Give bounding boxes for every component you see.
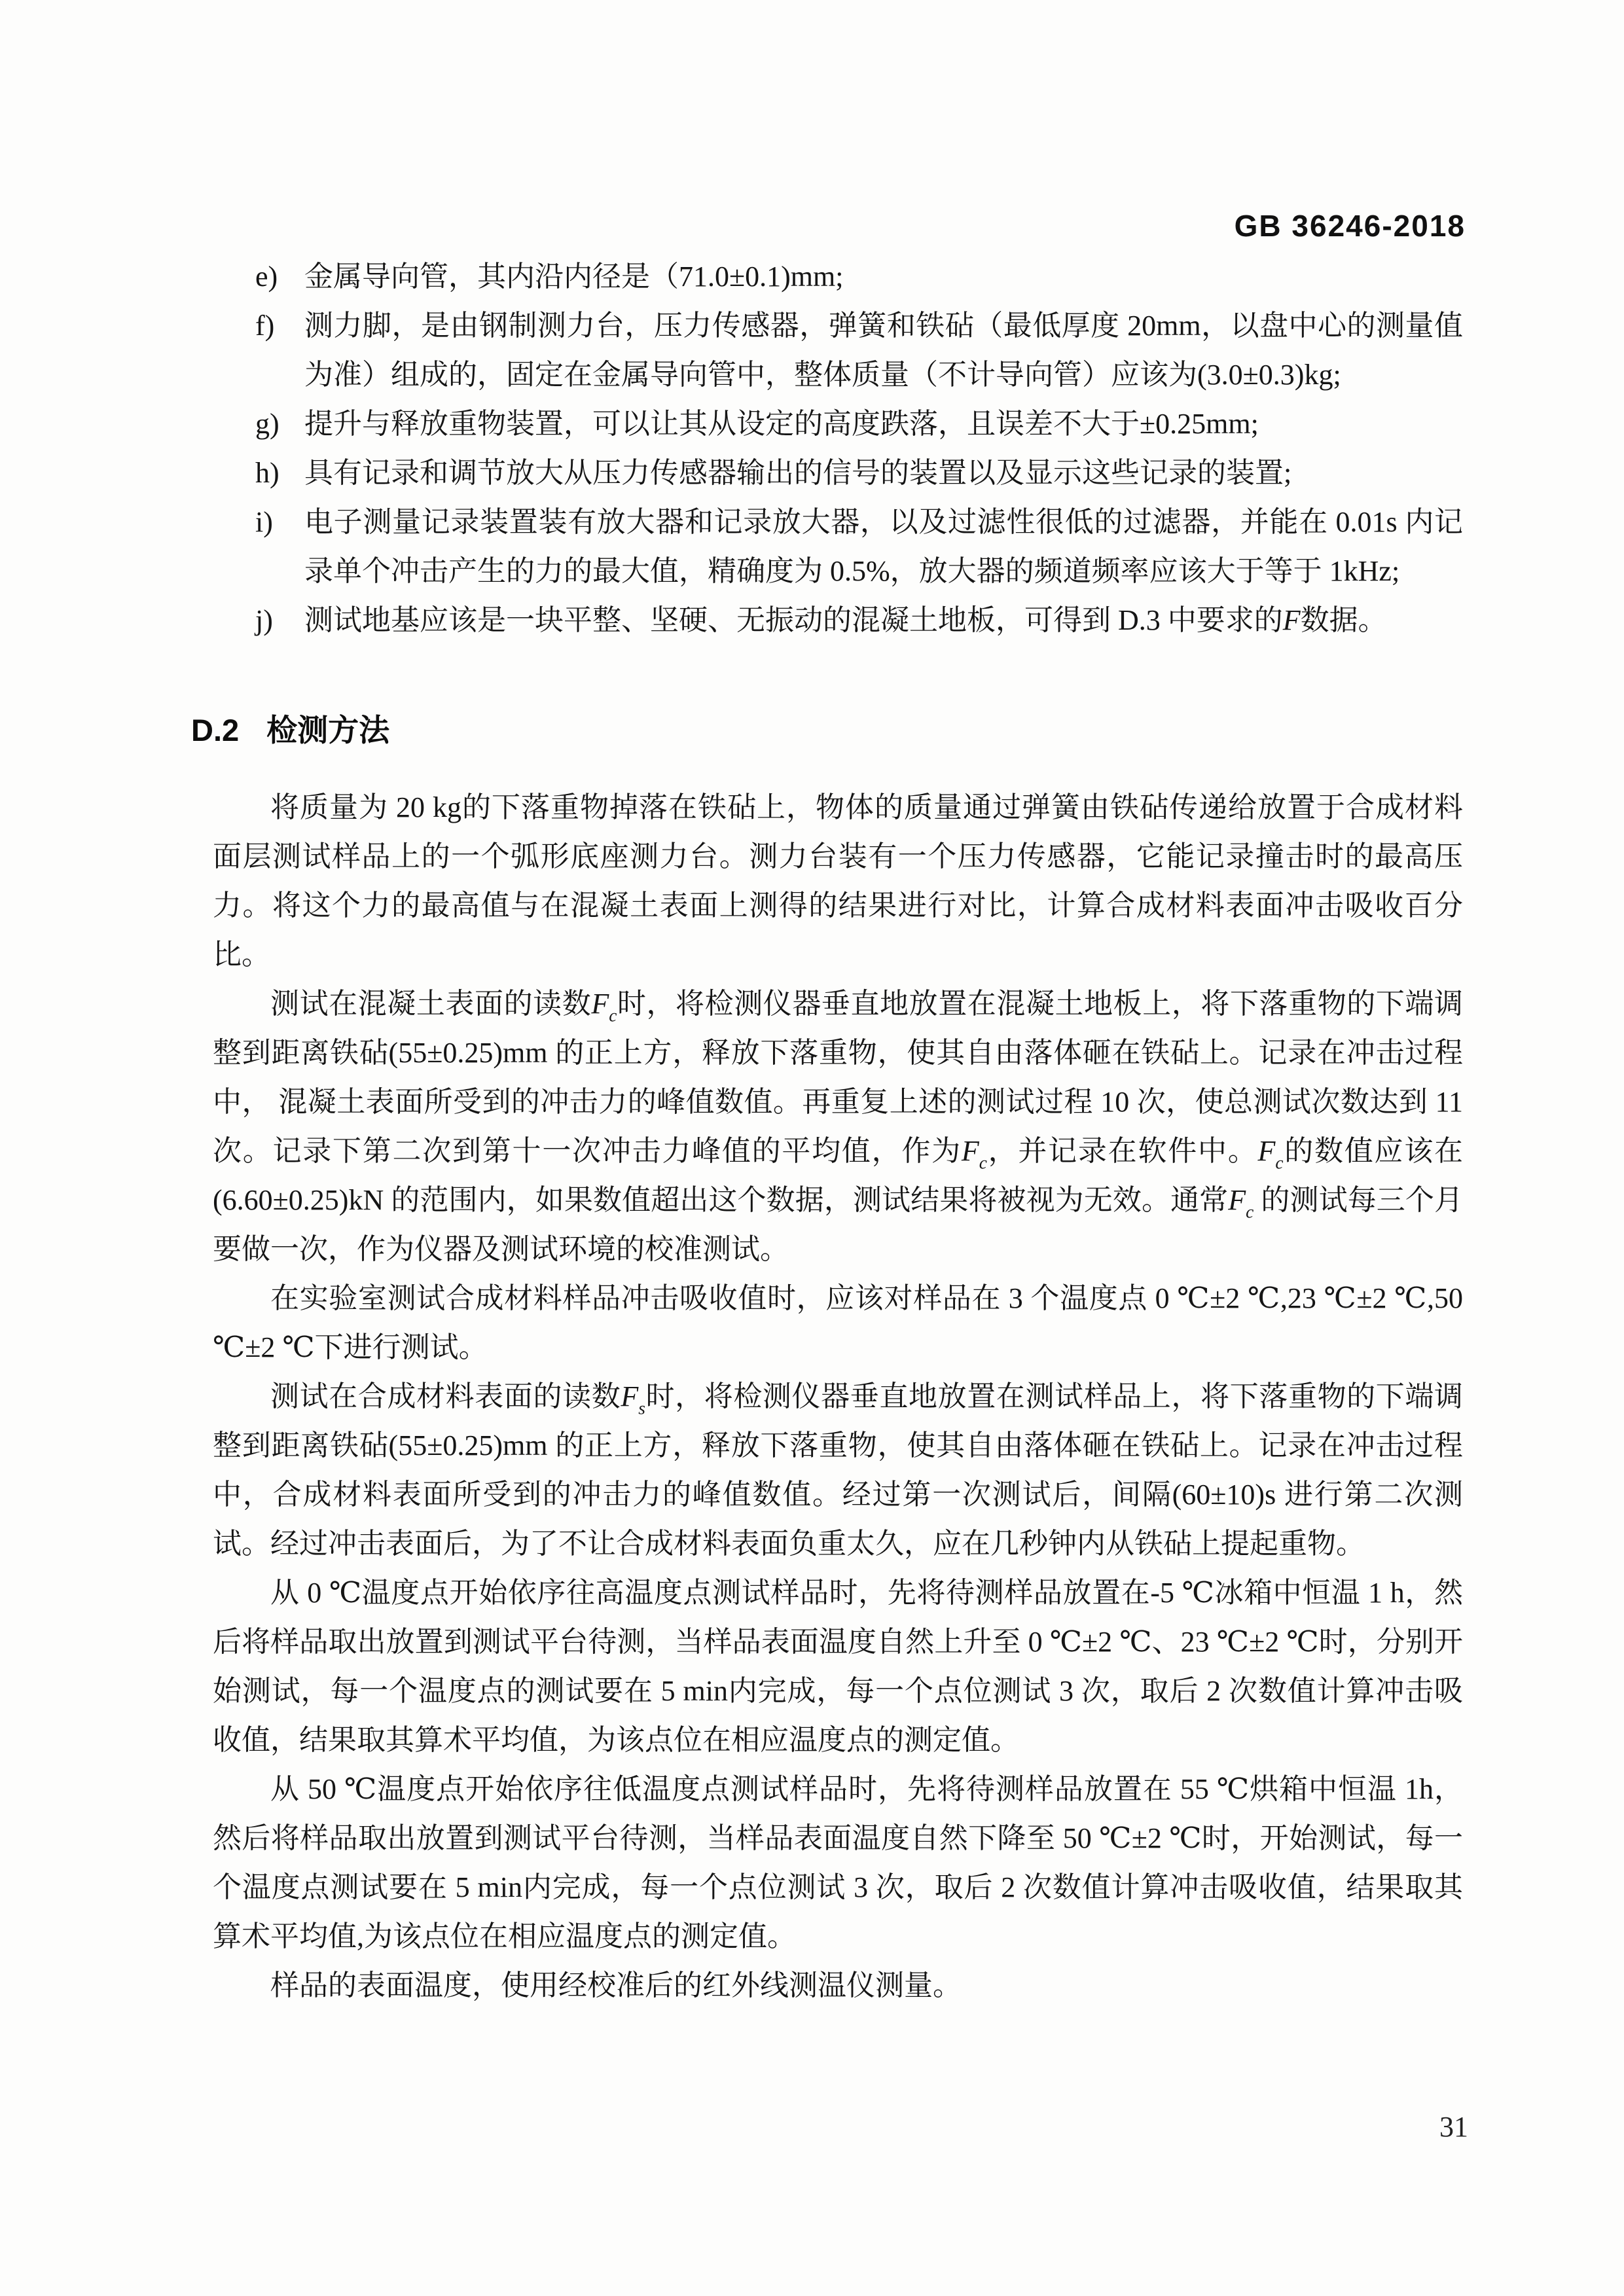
list-item	[213, 252, 1463, 301]
list-item-text: 电子测量记录装置装有放大器和记录放大器，以及过滤性很低的过滤器，并能在 0.01s 内记录单个冲击产生的力的最大值，精确度为 0.5%，放大器的频道频率应该大于等于 1kHz;	[304, 506, 1463, 587]
list-item	[213, 301, 1463, 399]
body-text	[213, 783, 1463, 2010]
lettered-list	[213, 252, 1463, 645]
list-item-label: j)	[255, 604, 273, 636]
list-item-text: 提升与释放重物装置，可以让其从设定的高度跌落，且误差不大于±0.25mm;	[304, 408, 1259, 440]
list-item-text: 测力脚，是由钢制测力台，压力传感器，弹簧和铁砧（最低厚度 20mm，以盘中心的测量值为准）组成的，固定在金属导向管中，整体质量（不计导向管）应该为(3.0±0.3)kg;	[304, 310, 1463, 391]
paragraph: 从 0 ℃温度点开始依序往高温度点测试样品时，先将待测样品放置在-5 ℃冰箱中恒温 1 h，然后将样品取出放置到测试平台待测，当样品表面温度自然上升至 0 ℃±2 ℃、23 ℃±2 ℃时，分别开始测试，每一个温度点的测试要在 5 min内完成，每一个点位测试 3 次，取后 2 次数值计算冲击吸收值，结果取其算术平均值，为该点位在相应温度点的测定值。	[213, 1577, 1463, 1756]
paragraph: 测试在合成材料表面的读数$F_s$时，将检测仪器垂直地放置在测试样品上，将下落重物的下端调整到距离铁砧(55±0.25)mm 的正上方，释放下落重物，使其自由落体砸在铁砧上。记录在冲击过程中，合成材料表面所受到的冲击力的峰值数值。经过第一次测试后，间隔(60±10)s 进行第二次测试。经过冲击表面后，为了不让合成材料表面负重太久，应在几秒钟内从铁砧上提起重物。	[213, 1380, 1464, 1560]
paragraph: 在实验室测试合成材料样品冲击吸收值时，应该对样品在 3 个温度点 0 ℃±2 ℃,23 ℃±2 ℃,50 ℃±2 ℃下进行测试。	[213, 1282, 1463, 1363]
page-number: 31	[1439, 2111, 1468, 2143]
list-item-label: f)	[255, 310, 275, 342]
paragraph: 样品的表面温度，使用经校准后的红外线测温仪测量。	[270, 1969, 962, 2001]
section-number: D.2	[191, 713, 240, 747]
list-item-label: g)	[255, 408, 280, 440]
section-title: 检测方法	[266, 713, 390, 747]
list-item	[213, 596, 1463, 645]
list-item-label: h)	[255, 457, 280, 489]
paragraph: 将质量为 20 kg的下落重物掉落在铁砧上，物体的质量通过弹簧由铁砧传递给放置于合成材料面层测试样品上的一个弧形底座测力台。测力台装有一个压力传感器，它能记录撞击时的最高压力。将这个力的最高值与在混凝土表面上测得的结果进行对比，计算合成材料表面冲击吸收百分比。	[213, 791, 1463, 971]
paragraph: 从 50 ℃温度点开始依序往低温度点测试样品时，先将待测样品放置在 55 ℃烘箱中恒温 1h，然后将样品取出放置到测试平台待测，当样品表面温度自然下降至 50 ℃±2 ℃时，开始测试，每一个温度点测试要在 5 min内完成，每一个点位测试 3 次，取后 2 次数值计算冲击吸收值，结果取其算术平均值,为该点位在相应温度点的测定值。	[213, 1773, 1463, 1952]
list-item-text: 金属导向管，其内沿内径是（71.0±0.1)mm;	[304, 260, 844, 293]
list-item-label: e)	[255, 260, 278, 293]
list-item-text: 具有记录和调节放大从压力传感器输出的信号的装置以及显示这些记录的装置;	[304, 457, 1292, 489]
standard-number-header: GB 36246-2018	[1234, 209, 1466, 243]
paragraph: 测试在混凝土表面的读数$F_c$时，将检测仪器垂直地放置在混凝土地板上，将下落重物的下端调整到距离铁砧(55±0.25)mm 的正上方，释放下落重物，使其自由落体砸在铁砧上。记录在冲击过程中， 混凝土表面所受到的冲击力的峰值数值。再重复上述的测试过程 10 次，使总测试次数达到 11 次。记录下第二次到第十一次冲击力峰值的平均值，作为$F_c$，并记录在软件中。$F_c$的数值应该在(6.60±0.25)kN 的范围内，如果数值超出这个数据，测试结果将被视为无效。通常$F_c$ 的测试每三个月要做一次，作为仪器及测试环境的校准测试。	[213, 988, 1464, 1265]
section-heading	[191, 706, 389, 755]
list-item	[213, 399, 1463, 448]
list-item	[213, 497, 1463, 596]
list-item-label: i)	[255, 506, 273, 538]
list-item	[213, 448, 1463, 497]
list-item-text: 测试地基应该是一块平整、坚硬、无振动的混凝土地板，可得到 D.3 中要求的F数据。	[304, 604, 1387, 636]
